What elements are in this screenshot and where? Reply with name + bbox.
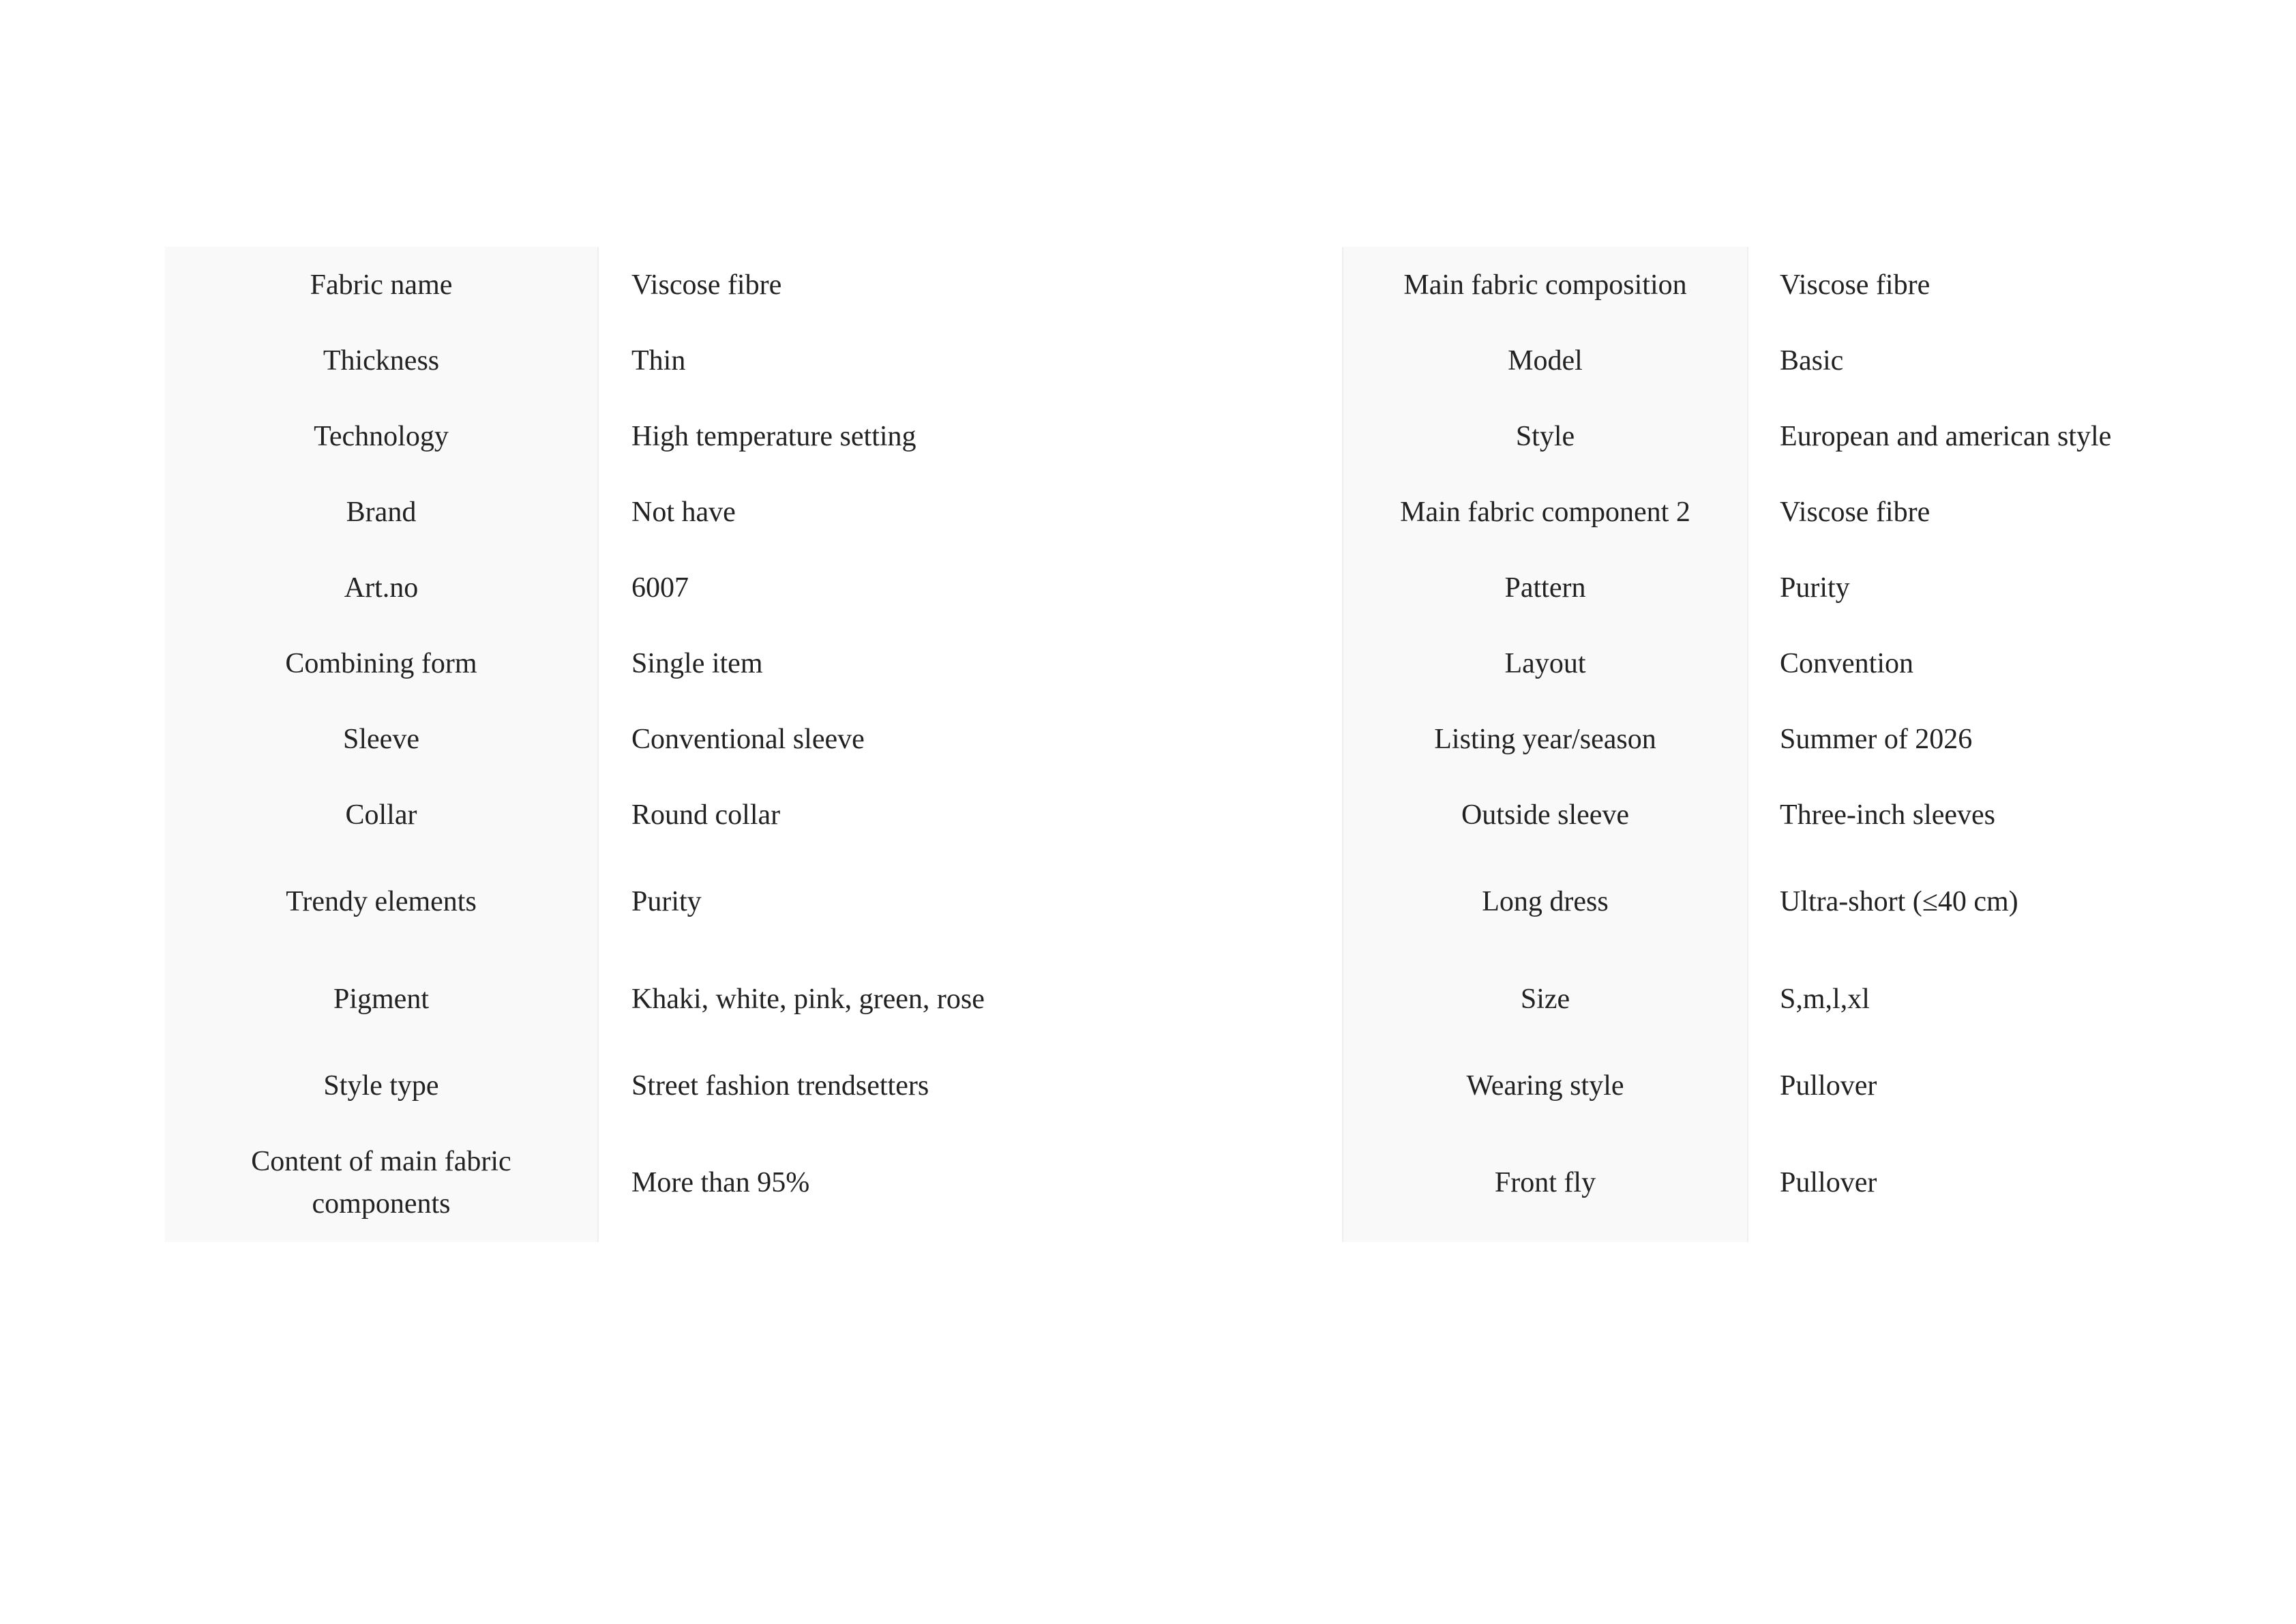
spec-label: Pigment [165, 950, 598, 1048]
table-row [165, 1048, 2205, 1123]
spec-label: Technology [165, 398, 598, 474]
spec-value: Purity [1780, 572, 1850, 604]
spec-value: Not have [631, 496, 736, 528]
spec-label: Pattern [1343, 550, 1748, 625]
table-row [165, 550, 2205, 625]
spec-value: Summer of 2026 [1780, 723, 1973, 755]
spec-label: Model [1343, 323, 1748, 398]
spec-value: Round collar [631, 799, 781, 831]
spec-value: European and american style [1780, 420, 2112, 452]
table-row [165, 853, 2205, 950]
spec-label: Brand [165, 474, 598, 550]
table-row [165, 1123, 2205, 1242]
table-row [165, 474, 2205, 550]
spec-value: Thin [631, 344, 686, 377]
spec-value: Khaki, white, pink, green, rose [631, 983, 985, 1015]
spec-label: Outside sleeve [1343, 777, 1748, 853]
spec-value: High temperature setting [631, 420, 916, 452]
table-row [165, 950, 2205, 1048]
spec-value: Ultra-short (≤40 cm) [1780, 885, 2018, 917]
spec-value: Three-inch sleeves [1780, 799, 1996, 831]
spec-value: S,m,l,xl [1780, 983, 1870, 1015]
spec-label: Thickness [165, 323, 598, 398]
spec-value: Viscose fibre [1780, 269, 1930, 301]
spec-value: Pullover [1780, 1167, 1877, 1198]
table-row [165, 247, 2205, 323]
spec-label: Wearing style [1343, 1048, 1748, 1123]
spec-label: Style type [165, 1048, 598, 1123]
spec-value: Pullover [1780, 1069, 1877, 1102]
spec-label: Style [1343, 398, 1748, 474]
spec-value: Viscose fibre [1780, 496, 1930, 528]
table-row [165, 625, 2205, 701]
spec-label: Listing year/season [1343, 701, 1748, 777]
spec-value: Basic [1780, 344, 1844, 377]
product-spec-table [165, 247, 2205, 1242]
table-row [165, 398, 2205, 474]
spec-label: Content of main fabric components [165, 1123, 598, 1242]
spec-value: Conventional sleeve [631, 723, 865, 755]
table-row [165, 777, 2205, 853]
spec-value: Street fashion trendsetters [631, 1069, 929, 1102]
spec-label: Trendy elements [165, 853, 598, 950]
spec-label: Layout [1343, 625, 1748, 701]
spec-value: Convention [1780, 647, 1913, 679]
spec-label: Main fabric composition [1343, 247, 1748, 323]
table-row [165, 701, 2205, 777]
spec-value: 6007 [631, 572, 689, 604]
spec-value: Purity [631, 885, 702, 917]
spec-label: Size [1343, 950, 1748, 1048]
spec-label: Collar [165, 777, 598, 853]
spec-value: Single item [631, 647, 763, 679]
spec-label: Art.no [165, 550, 598, 625]
spec-label: Main fabric component 2 [1343, 474, 1748, 550]
spec-label: Front fly [1343, 1123, 1748, 1242]
spec-label: Long dress [1343, 853, 1748, 950]
spec-label: Combining form [165, 625, 598, 701]
table-row [165, 323, 2205, 398]
spec-value: More than 95% [631, 1167, 810, 1198]
spec-value: Viscose fibre [631, 269, 782, 301]
spec-label: Sleeve [165, 701, 598, 777]
spec-label: Fabric name [165, 247, 598, 323]
